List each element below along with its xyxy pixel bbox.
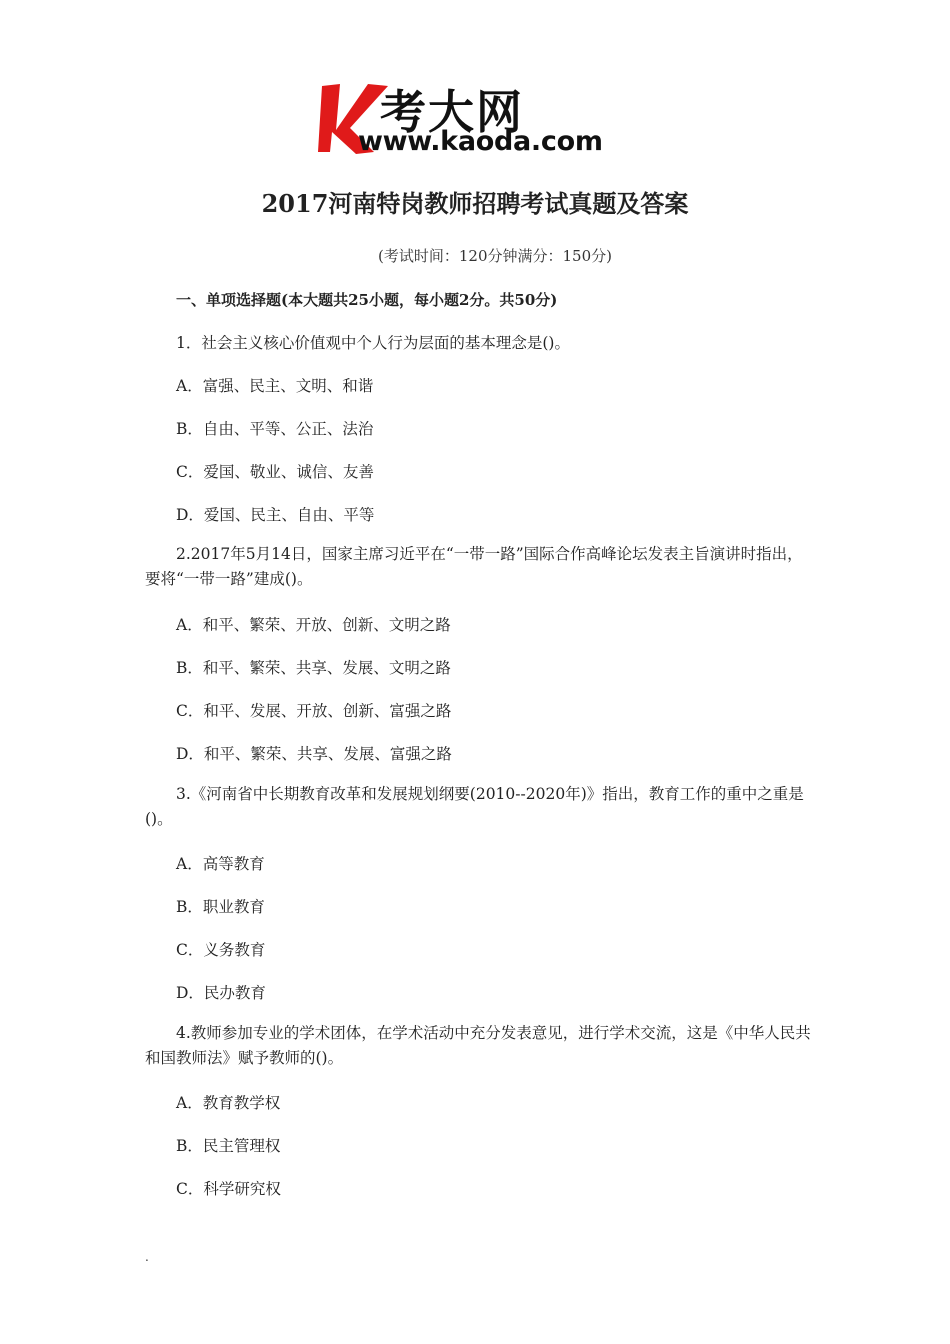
brand-url: www.kaoda.com (358, 126, 603, 157)
question-stem: 1．社会主义核心价值观中个人行为层面的基本理念是()。 (176, 334, 570, 352)
question-option: A．和平、繁荣、开放、创新、文明之路 (176, 616, 451, 634)
question-option: C．爱国、敬业、诚信、友善 (176, 463, 374, 481)
question-stem: 2.2017年5月14日，国家主席习近平在“一带一路”国际合作高峰论坛发表主旨演讲时指出，要将“一带一路”建成()。 (145, 545, 803, 588)
question-option: A．富强、民主、文明、和谐 (176, 377, 374, 395)
question-option: B．和平、繁荣、共享、发展、文明之路 (176, 659, 451, 677)
question-option: D．爱国、民主、自由、平等 (176, 506, 375, 524)
question-stem: 4.教师参加专业的学术团体，在学术活动中充分发表意见，进行学术交流，这是《中华人民共和国教师法》赋予教师的()。 (145, 1024, 811, 1067)
question-option: A．教育教学权 (176, 1094, 281, 1112)
kaoda-logo (318, 78, 638, 160)
question-option: C．科学研究权 (176, 1180, 281, 1198)
question-option: D．和平、繁荣、共享、发展、富强之路 (176, 745, 452, 763)
question-option: C．义务教育 (176, 941, 266, 959)
question-option: C．和平、发展、开放、创新、富强之路 (176, 702, 452, 720)
question-stem: 3.《河南省中长期教育改革和发展规划纲要(2010--2020年)》指出，教育工作的重中之重是()。 (145, 785, 804, 828)
section-heading: 一、单项选择题(本大题共25小题，每小题2分。共50分) (176, 291, 558, 309)
page-title: 2017河南特岗教师招聘考试真题及答案 (261, 189, 689, 218)
question-option: D．民办教育 (176, 984, 266, 1002)
question-option: B．职业教育 (176, 898, 265, 916)
question-option: B．民主管理权 (176, 1137, 281, 1155)
brand-name: 考大网 (380, 85, 524, 139)
footer-mark: . (145, 1250, 149, 1264)
question-option: A．高等教育 (176, 855, 265, 873)
exam-info: (考试时间：120分钟满分：150分) (378, 247, 612, 265)
question-option: B．自由、平等、公正、法治 (176, 420, 374, 438)
